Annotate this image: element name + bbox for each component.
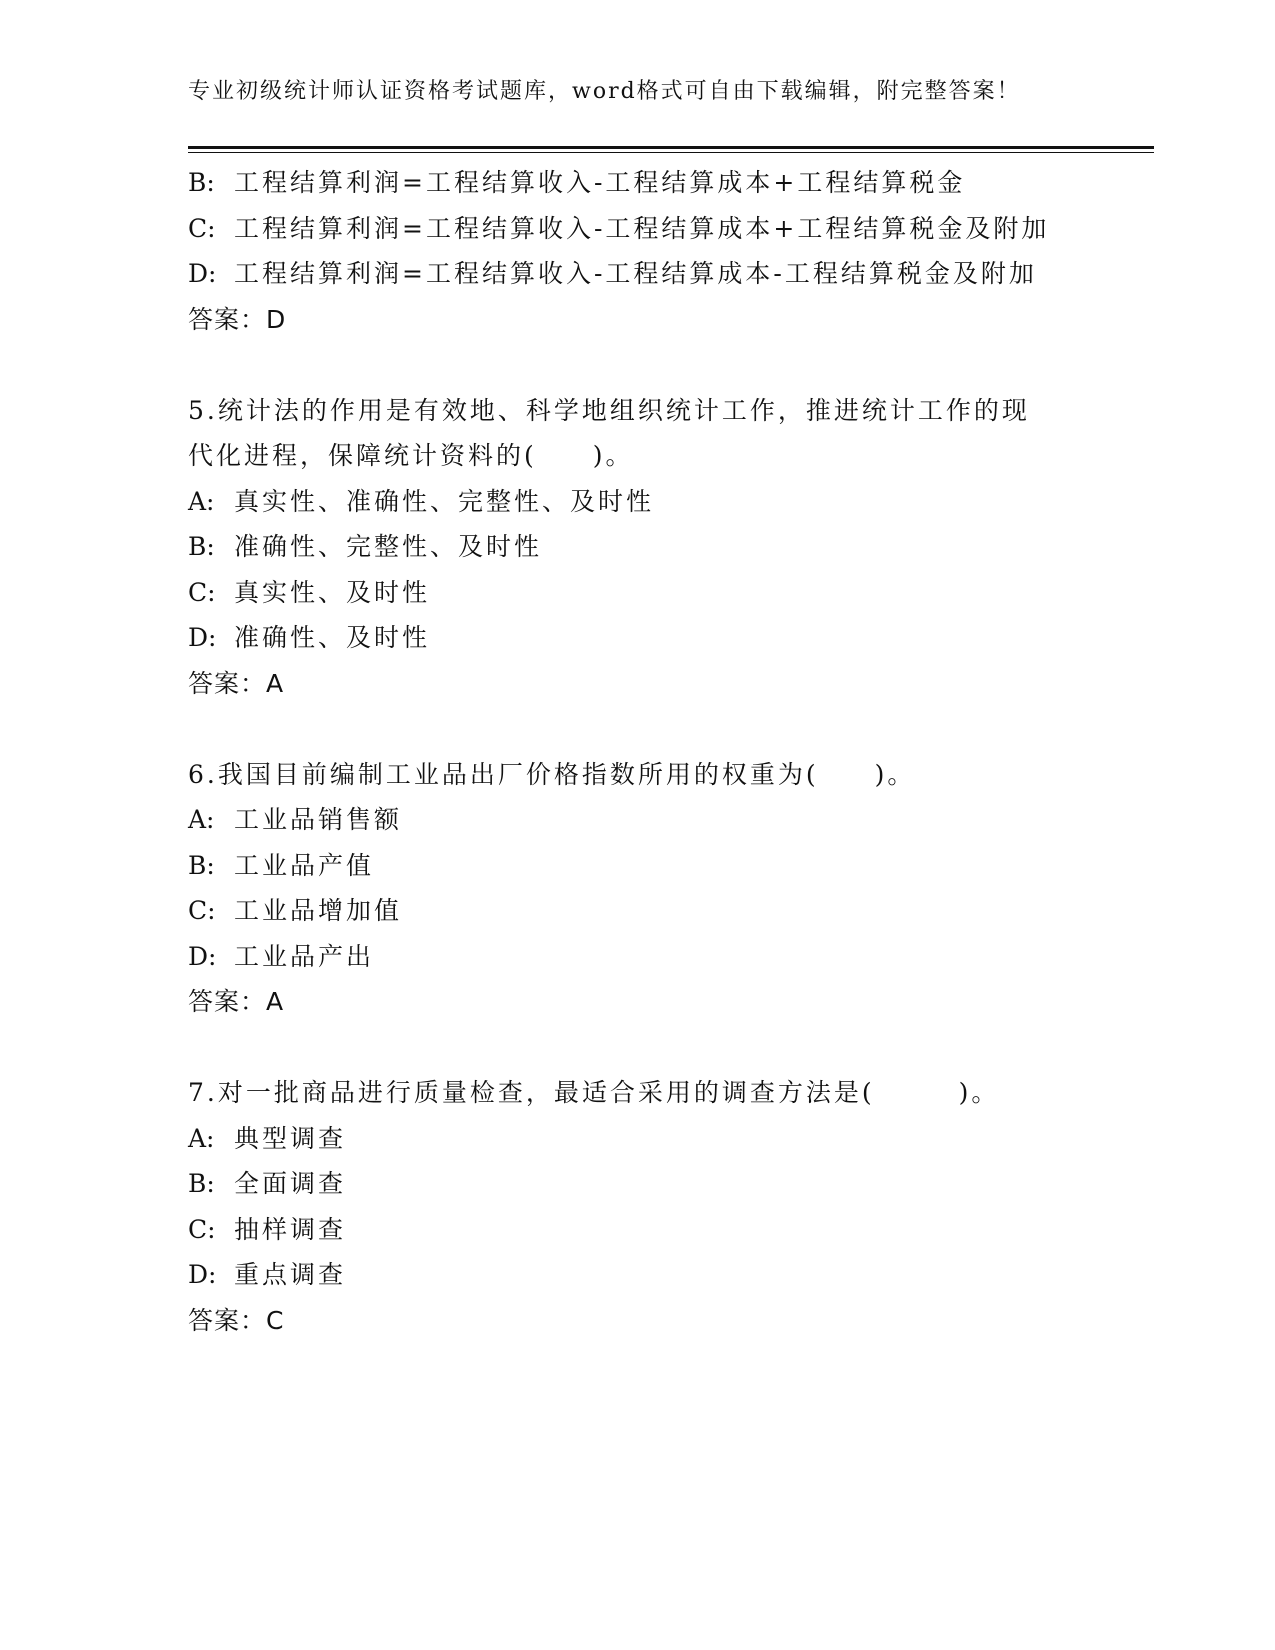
option-a [188, 1116, 1148, 1162]
header-rule-thick [188, 146, 1154, 149]
option-text: 工业品销售额 [234, 805, 403, 834]
option-label: A: [188, 805, 215, 834]
option-b [188, 524, 1148, 570]
option-text: 全面调查 [234, 1169, 347, 1198]
option-text: 工业品增加值 [234, 896, 403, 925]
option-label: B: [188, 1169, 215, 1198]
question-5 [188, 388, 1148, 707]
option-text: 准确性、完整性、及时性 [234, 532, 543, 561]
option-a [188, 797, 1148, 843]
question-6 [188, 752, 1148, 1025]
option-label: D: [188, 623, 217, 652]
page-header: 专业初级统计师认证资格考试题库，word格式可自由下载编辑，附完整答案！ [188, 79, 1021, 104]
option-text: 工程结算利润=工程结算收入-工程结算成本-工程结算税金及附加 [234, 259, 1037, 288]
option-b [188, 160, 1148, 206]
option-text: 重点调查 [234, 1260, 347, 1289]
option-label: A: [188, 486, 215, 516]
option-c [188, 1207, 1148, 1253]
option-a [188, 479, 1148, 525]
option-text: 准确性、及时性 [234, 623, 431, 652]
option-label: C: [188, 577, 216, 607]
document-body [188, 160, 1148, 1343]
option-label: D: [188, 1260, 217, 1289]
answer: 答案：C [188, 1305, 285, 1335]
option-text: 真实性、及时性 [234, 577, 431, 607]
answer: 答案：A [188, 987, 285, 1016]
option-label: A: [188, 1123, 215, 1153]
option-text: 工程结算利润=工程结算收入-工程结算成本+工程结算税金及附加 [234, 213, 1050, 243]
option-b [188, 1161, 1148, 1207]
header-rule-thin [188, 152, 1154, 153]
question-stem: 6.我国目前编制工业品出厂价格指数所用的权重为( )。 [188, 759, 916, 789]
option-text: 真实性、准确性、完整性、及时性 [234, 486, 655, 516]
option-label: C: [188, 213, 216, 243]
question-stem: 5.统计法的作用是有效地、科学地组织统计工作，推进统计工作的现 [188, 395, 1030, 425]
option-b [188, 843, 1148, 889]
option-c [188, 206, 1148, 252]
question-stem: 7.对一批商品进行质量检查，最适合采用的调查方法是( )。 [188, 1078, 1000, 1107]
answer: 答案：D [188, 304, 287, 334]
answer: 答案：A [188, 668, 285, 698]
option-label: B: [188, 850, 215, 880]
option-d [188, 251, 1148, 297]
option-d [188, 615, 1148, 661]
option-text: 工业品产出 [234, 941, 375, 971]
option-text: 工程结算利润=工程结算收入-工程结算成本+工程结算税金 [234, 168, 966, 197]
option-label: B: [188, 532, 215, 561]
option-d [188, 934, 1148, 980]
option-text: 抽样调查 [234, 1214, 347, 1244]
option-label: B: [188, 168, 215, 197]
option-label: D: [188, 259, 217, 288]
option-text: 工业品产值 [234, 850, 375, 880]
question-stem: 代化进程，保障统计资料的( )。 [188, 441, 634, 470]
question-7 [188, 1070, 1148, 1343]
option-text: 典型调查 [234, 1123, 347, 1153]
option-label: C: [188, 896, 216, 925]
option-d [188, 1252, 1148, 1298]
option-c [188, 570, 1148, 616]
option-label: C: [188, 1214, 216, 1244]
option-c [188, 888, 1148, 934]
question-continued [188, 160, 1148, 342]
option-label: D: [188, 941, 217, 971]
